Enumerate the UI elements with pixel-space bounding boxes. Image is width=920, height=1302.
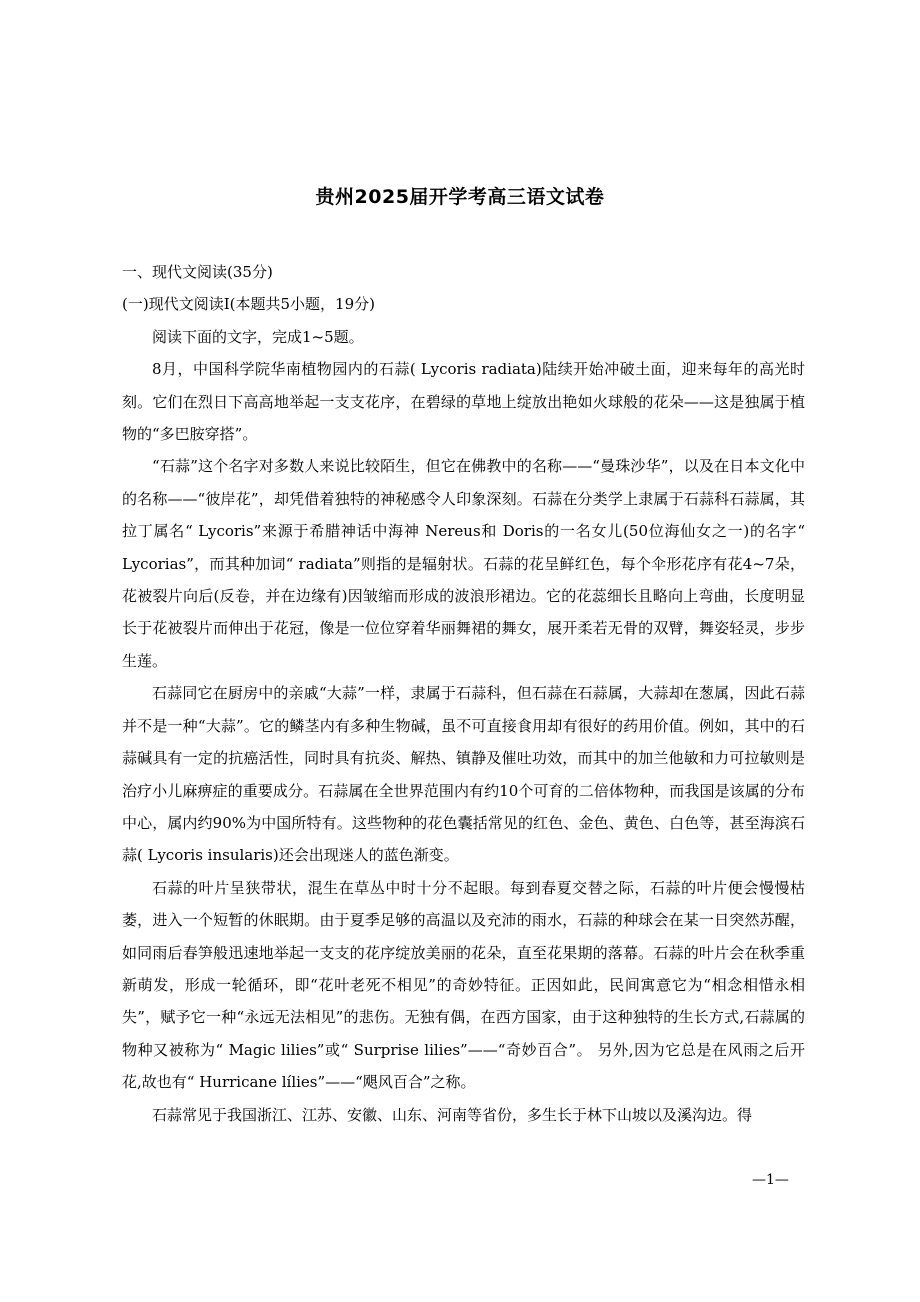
section-heading: 一、现代文阅读(35分) (122, 263, 273, 281)
paragraph-3: 石蒜同它在厨房中的亲戚“大蒜”一样，隶属于石蒜科，但石蒜在石蒜属，大蒜却在葱属，因此石蒜并不是一种“大蒜”。它的鳞茎内有多种生物碱，虽不可直接食用却有很好的药用价值。例如，其中的石蒜碱具有一定的抗癌活性，同时具有抗炎、解热、镇静及催吐功效，而其中的加兰他敏和力可拉敏则是治疗小儿麻痹症的重要成分。石蒜属在全世界范围内有约10个可育的二倍体物种，而我国是该属的分布中心，属内约90%为中国所特有。这些物种的花色囊括常见的红色、金色、黄色、白色等，甚至海滨石蒜( Lycoris insularis)还会出现迷人的蓝色渐变。 (122, 684, 805, 865)
paragraph-5: 石蒜常见于我国浙江、江苏、安徽、山东、河南等省份，多生长于林下山坡以及溪沟边。得 (152, 1105, 753, 1124)
paragraph-4: 石蒜的叶片呈狭带状，混生在草丛中时十分不起眼。每到春夏交替之际，石蒜的叶片便会慢慢枯萎，进入一个短暂的休眠期。由于夏季足够的高温以及充沛的雨水，石蒜的种球会在某一日突然苏醒，如同雨后春笋般迅速地举起一支支的花序绽放美丽的花朵，直至花果期的落幕。石蒜的叶片会在秋季重新萌发，形成一轮循环，即“花叶老死不相见”的奇妙特征。正因如此，民间寓意它为“相念相惜永相失”，赋予它一种“永远无法相见”的悲伤。无独有偶，在西方国家，由于这种独特的生长方式,石蒜属的物种又被称为“ Magic lilies”或“ Surprise lilies”——“奇妙百合”。 另外,因为它总是在风雨之后开花,故也有“ Hurricane lílies”——“飓风百合”之称。 (122, 878, 805, 1092)
paragraph-2: “石蒜”这个名字对多数人来说比较陌生，但它在佛教中的名称——“曼珠沙华”，以及在日本文化中的名称——“彼岸花”，却凭借着独特的神秘感令人印象深刻。石蒜在分类学上隶属于石蒜科石蒜属，其拉丁属名“ Lycoris”来源于希腊神话中海神 Nereus和 Doris的一名女儿(50位海仙女之一)的名字“ Lycorias”，而其种加词“ radiata”则指的是辐射状。石蒜的花呈鲜红色，每个伞形花序有花4~7朵，花被裂片向后(反卷，并在边缘有)因皱缩而形成的波浪形裙边。它的花蕊细长且略向上弯曲，长度明显长于花被裂片而伸出于花冠，像是一位位穿着华丽舞裙的舞女，展开柔若无骨的双臂，舞姿轻灵，步步生莲。 (122, 457, 805, 670)
paragraph-1: 8月，中国科学院华南植物园内的石蒜( Lycoris radiata)陆续开始冲破土面，迎来每年的高光时刻。它们在烈日下高高地举起一支支花序，在碧绿的草地上绽放出艳如火球般的花朵——这是独属于植物的“多巴胺穿搭”。 (122, 360, 805, 444)
page-title: 贵州2025届开学考高三语文试卷 (315, 186, 605, 208)
document-body (122, 256, 805, 1131)
page-number: —1— (752, 1172, 789, 1188)
subsection-heading: (一)现代文阅读Ⅰ(本题共5小题，19分) (122, 295, 375, 314)
reading-instruction: 阅读下面的文字，完成1~5题。 (152, 327, 364, 346)
